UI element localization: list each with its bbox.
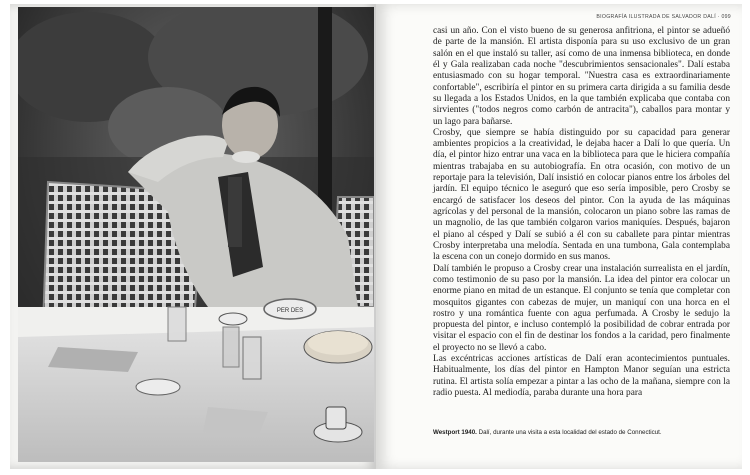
right-page — [376, 4, 742, 469]
paragraph: Dalí también le propuso a Crosby crear una instalación surrealista en el jardín, como testimonio de su paso por la mansión. La idea del pintor era colocar un enorme piano en mitad de un estanque. El conjunto se tenía que completar con mosquitos gigantes con cabezas de mujer, un maniquí con una horca en el rostro y una romántica fuente con agua perfumada. A Crosby le sedujo la propuesta del pintor, e incluso contempló la posibilidad de cobrar entrada por visitar el espacio con el fin de destinar los fondos a la caridad, pero finalmente el proyecto no se llevó a cabo. — [433, 263, 730, 353]
caption-title: Westport 1940. — [433, 429, 477, 436]
paragraph: Crosby, que siempre se había distinguido por su capacidad para generar ambientes propicios a la creatividad, le dejaba hacer a Dalí lo que quería. Un día, el pintor hizo entrar una vaca en la biblioteca para que le hiciera compañía mientras trabajaba en su autobiografía. En otra ocasión, con motivo de un reportaje para la televisión, Dalí insistió en colocar pianos entre los árboles del jardín. El equipo técnico le aseguró que eso sería imposible, pero Crosby se encargó de satisfacer los deseos del pintor. Con la ayuda de las máquinas agrícolas y del personal de la mansión, colocaron un piano sobre las ramas de un magnolio, de las que también colgaron varios maniquíes. Después, bajaron el piano al césped y Dalí se subió a él con su caballete para pintar mientras Crosby interpretaba una melodía. Sentada en una tumbona, Gala contemplaba la escena con un conejo dormido en sus manos. — [433, 127, 730, 263]
body-text — [433, 26, 730, 399]
running-head: BIOGRAFÍA ILUSTRADA DE SALVADOR DALÍ · 099 — [596, 14, 731, 20]
dali-photograph — [18, 7, 374, 462]
caption-text: Dalí, durante una visita a esta localidad del estado de Connecticut. — [476, 429, 662, 436]
photo-caption — [433, 429, 733, 436]
left-page — [10, 4, 376, 469]
open-book — [10, 4, 742, 469]
paragraph: Las excéntricas acciones artísticas de Dalí eran acontecimientos puntuales. Habitualmente, los días del pintor en Hampton Manor seguían una estricta rutina. El artista solía empezar a pintar a las ocho de la mañana, siempre con la radio puesta. Al mediodía, paraba durante una hora para — [433, 354, 730, 398]
paragraph: casi un año. Con el visto bueno de su generosa anfitriona, el pintor se adueñó de parte de la mansión. El artista disponía para su uso exclusivo de un gran salón en el que instaló su taller, así como de una inmensa biblioteca, en donde él y Gala realizaban cada noche "descubrimientos sensacionales". Dalí estaba entusiasmado con su hogar temporal. "Nuestra casa es extraordinariamente confortable", escribiría el pintor en su primera carta dirigida a su familia desde su llegada a los Estados Unidos, en la que también explicaba que contaba con sirvientes ("todos negros como carbón de antracita"), caballos para montar y un lago para bañarse. — [433, 26, 730, 127]
ashtray-label: PER DES — [276, 308, 304, 314]
